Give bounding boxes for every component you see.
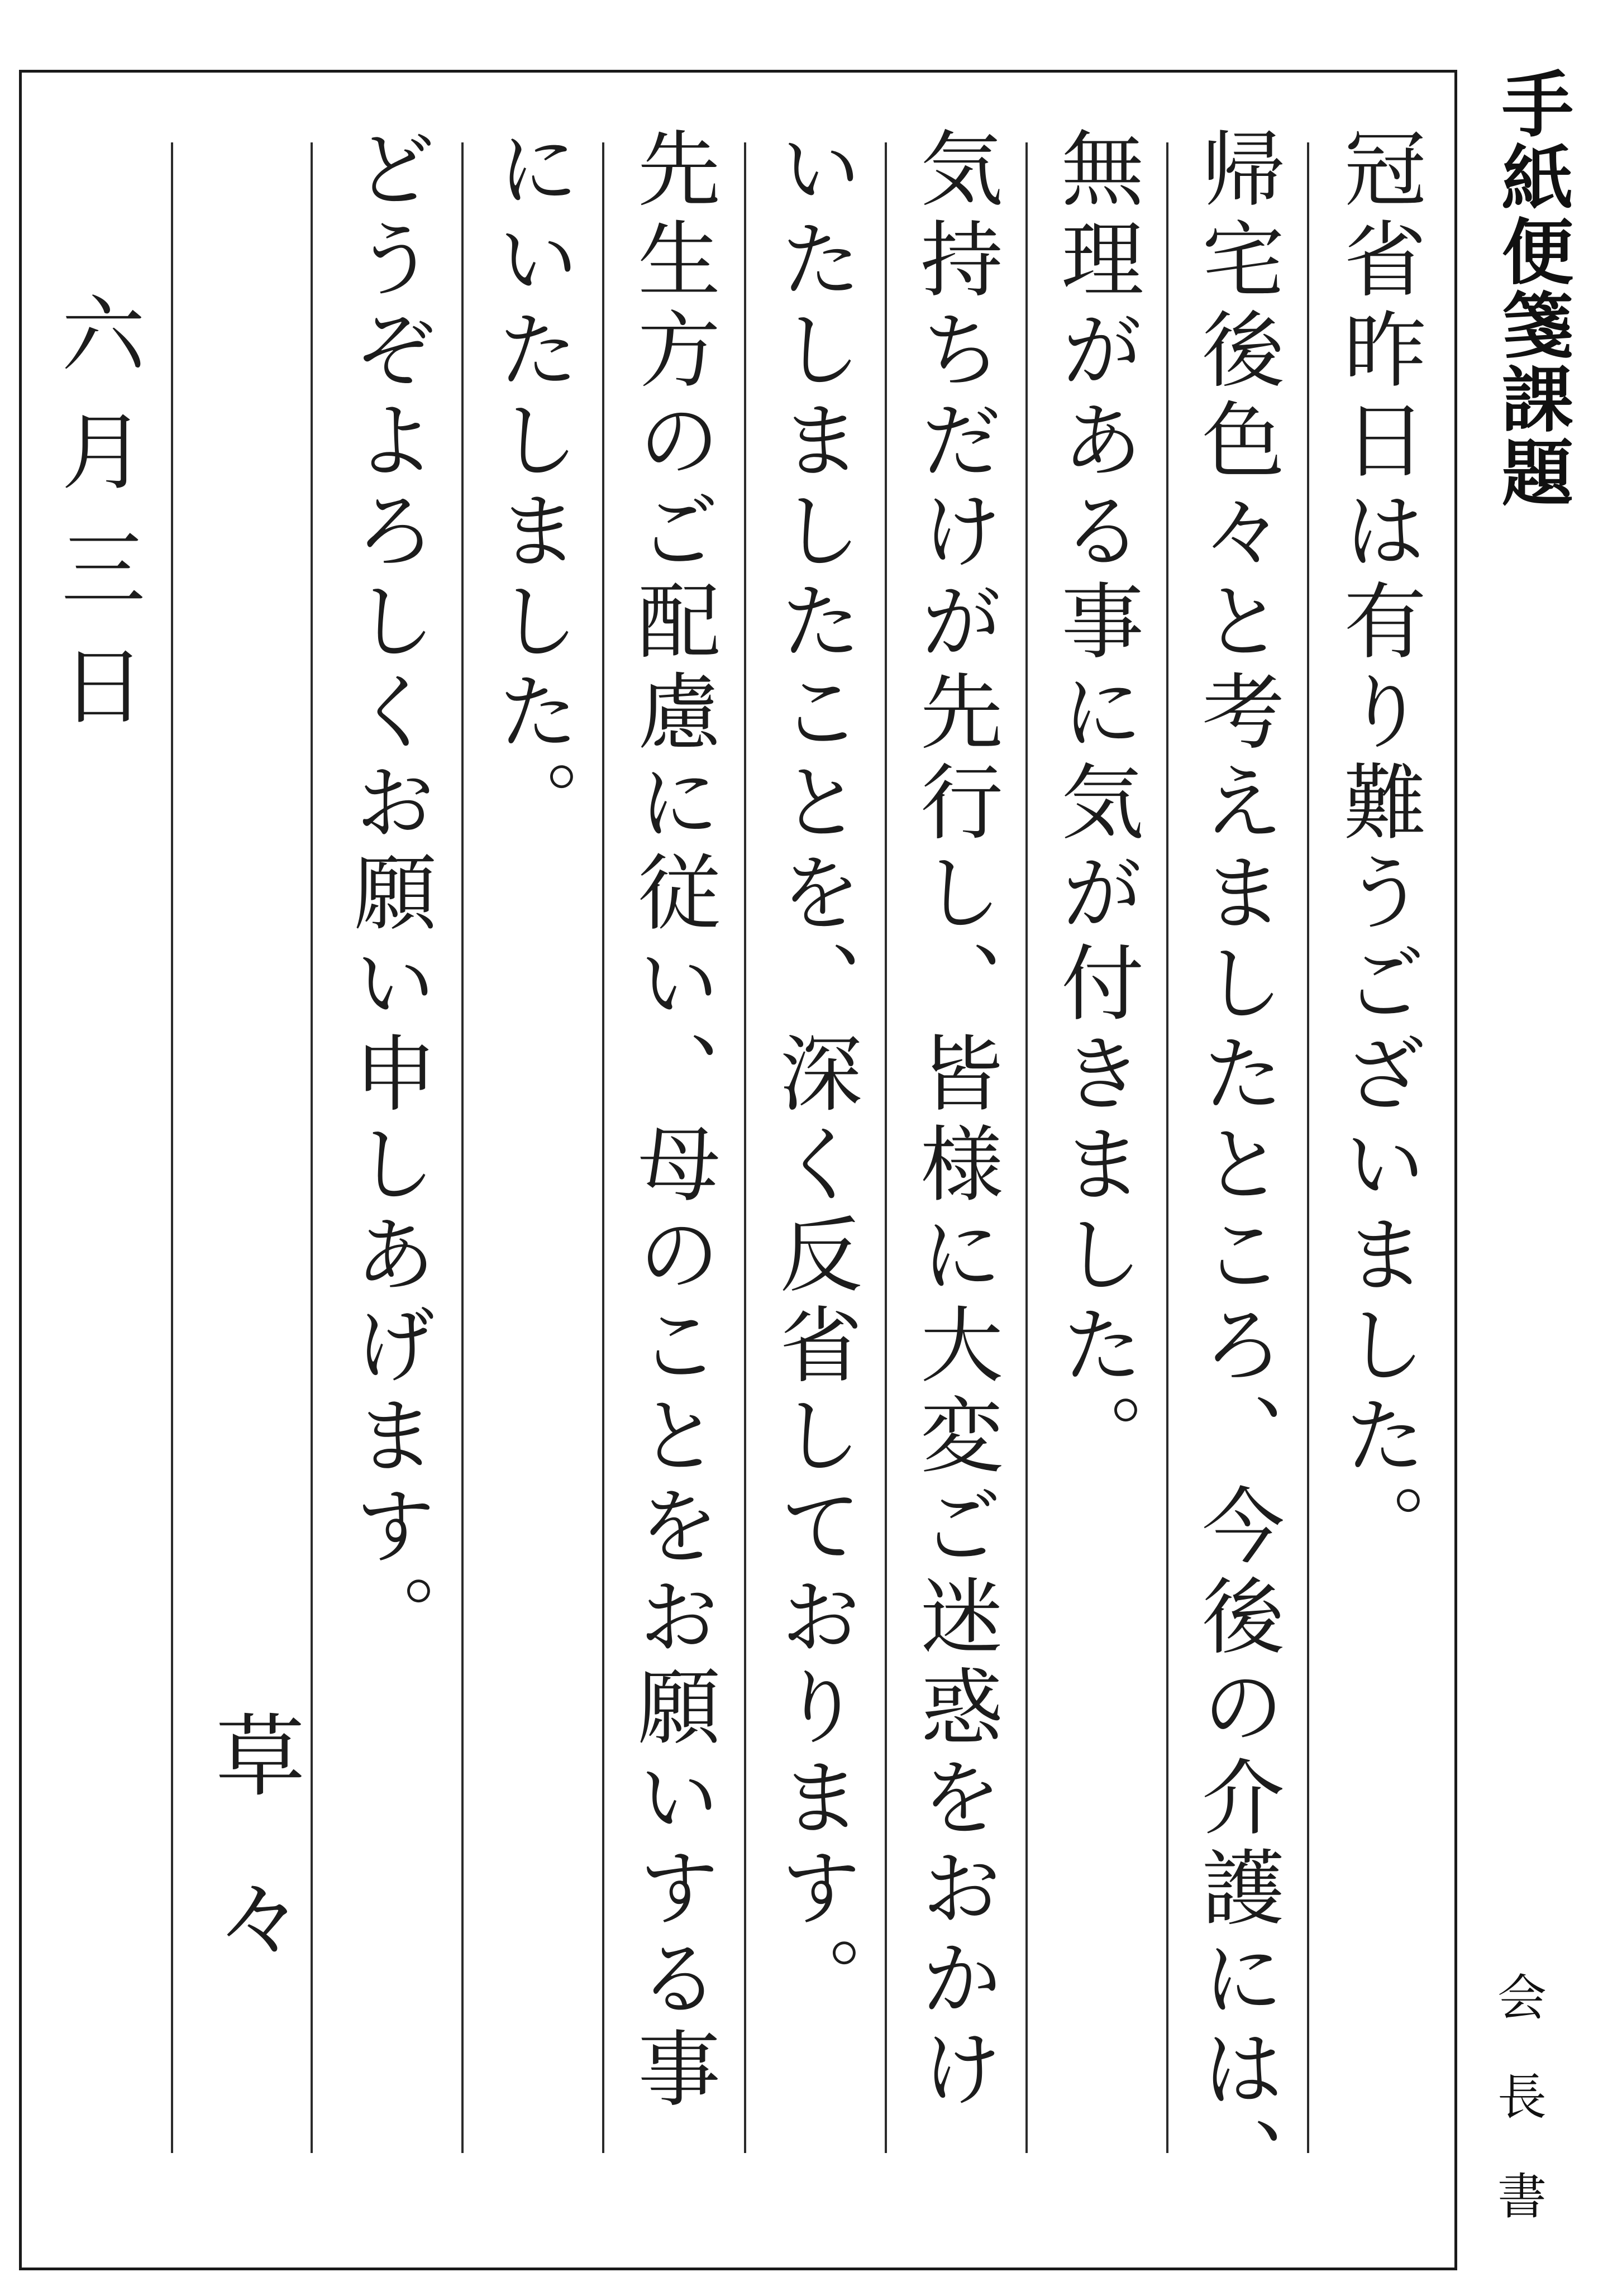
- letter-line-7: にいたしました。: [484, 126, 580, 849]
- ruled-line: [744, 142, 746, 2153]
- sheet-title: 手紙便箋課題: [1490, 67, 1573, 509]
- ruled-line: [461, 142, 464, 2153]
- ruled-line: [171, 142, 173, 2153]
- letter-line-6: 先生方のご配慮に従い、母のことをお願いする事: [624, 126, 721, 2116]
- ruled-line: [885, 142, 887, 2153]
- ruled-line: [1025, 142, 1028, 2153]
- ruled-line: [602, 142, 604, 2153]
- letter-date: 六月三日: [47, 290, 144, 760]
- letter-line-8: どうぞよろしくお願い申しあげます。: [341, 126, 437, 1664]
- letter-line-2: 帰宅後色々と考えましたところ、今後の介護には、: [1189, 126, 1285, 2207]
- letter-line-5: いたしましたことを、深く反省しております。: [766, 126, 862, 2026]
- author-line: 会長書: [1490, 1972, 1547, 2270]
- ruled-line: [1166, 142, 1168, 2153]
- closing-phrase: 草々: [201, 1709, 305, 2033]
- letter-line-4: 気持ちだけが先行し、皆様に大変ご迷惑をおかけ: [907, 126, 1003, 2116]
- ruled-line: [1307, 142, 1309, 2153]
- letter-line-3: 無理がある事に気が付きました。: [1048, 126, 1144, 1483]
- ruled-line: [311, 142, 313, 2153]
- letter-line-1: 冠省昨日は有り難うございました。: [1330, 126, 1427, 1573]
